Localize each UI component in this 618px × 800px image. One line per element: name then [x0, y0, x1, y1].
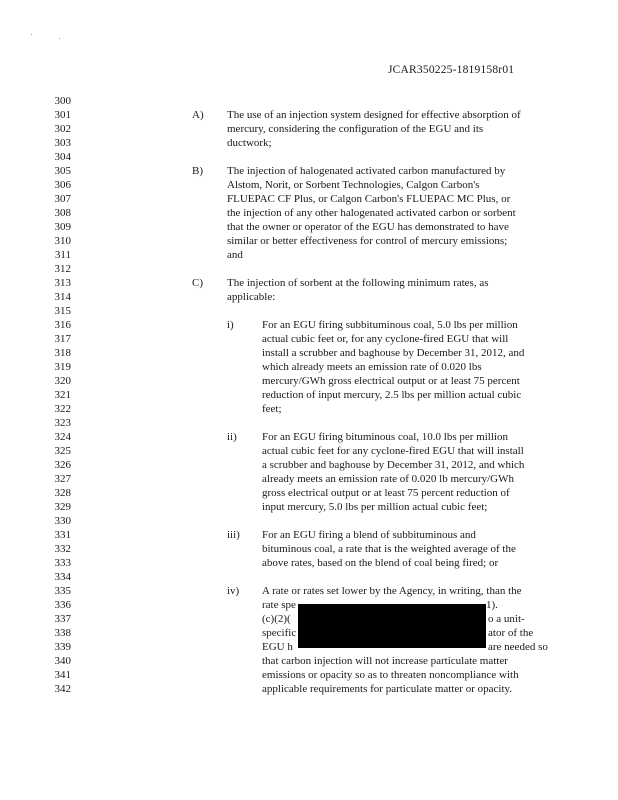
line-number: 329 [54, 501, 71, 513]
line-number: 338 [54, 627, 71, 639]
subitem-ii-line: For an EGU firing bituminous coal, 10.0 lbs per million [262, 431, 508, 443]
line-number: 318 [54, 347, 71, 359]
item-b-line: that the owner or operator of the EGU has demonstrated to have [227, 221, 509, 233]
line-number: 317 [54, 333, 71, 345]
line-number: 315 [54, 305, 71, 317]
item-c-line: applicable: [227, 291, 276, 303]
subitem-ii-line: gross electrical output or at least 75 percent reduction of [262, 487, 510, 499]
item-b-line: FLUEPAC CF Plus, or Calgon Carbon's FLUEPAC MC Plus, or [227, 193, 511, 205]
line-number: 300 [54, 95, 71, 107]
line-number: 339 [54, 641, 71, 653]
subitem-i-line: reduction of input mercury, 2.5 lbs per million actual cubic [262, 389, 522, 401]
redaction-right-fragment: are needed so [488, 641, 548, 653]
line-number: 337 [54, 613, 71, 625]
subitem-iv-line: rate spe [262, 599, 296, 611]
subitem-label-iv: iv) [227, 585, 240, 597]
item-b-line: Alstom, Norit, or Sorbent Technologies, Calgon Carbon's [227, 179, 480, 191]
line-number: 333 [54, 557, 71, 569]
line-number: 301 [54, 109, 71, 121]
subitem-i-line: mercury/GWh gross electrical output or at least 75 percent [262, 375, 520, 387]
scan-speck [59, 38, 60, 39]
subitem-i-line: install a scrubber and baghouse by December 31, 2012, and [262, 347, 525, 359]
subitem-iii-line: above rates, based on the blend of coal being fired; or [262, 557, 499, 569]
line-number: 320 [54, 375, 71, 387]
line-number: 324 [54, 431, 71, 443]
line-number: 302 [54, 123, 71, 135]
subitem-iii-line: bituminous coal, a rate that is the weighted average of the [262, 543, 516, 555]
subitem-iv-line: (c)(2)( [262, 613, 291, 625]
redaction-right-fragment: ator of the [488, 627, 534, 639]
line-number: 321 [54, 389, 71, 401]
item-b-line: the injection of any other halogenated activated carbon or sorbent [227, 207, 516, 219]
line-number: 309 [54, 221, 71, 233]
line-number: 303 [54, 137, 71, 149]
line-number: 328 [54, 487, 71, 499]
line-number: 331 [54, 529, 71, 541]
subitem-i-line: For an EGU firing subbituminous coal, 5.0 lbs per million [262, 319, 518, 331]
item-b-line: similar or better effectiveness for control of mercury emissions; [227, 235, 508, 247]
line-number: 310 [54, 235, 71, 247]
line-number: 327 [54, 473, 71, 485]
item-label-b: B) [192, 165, 203, 177]
line-number: 314 [54, 291, 71, 303]
item-a-line: mercury, considering the configuration of the EGU and its [227, 123, 484, 135]
line-number: 326 [54, 459, 71, 471]
line-number: 306 [54, 179, 71, 191]
line-number: 334 [54, 571, 71, 583]
line-number: 319 [54, 361, 71, 373]
subitem-ii-line: a scrubber and baghouse by December 31, 2012, and which [262, 459, 525, 471]
line-number: 304 [54, 151, 71, 163]
line-number: 308 [54, 207, 71, 219]
line-number: 316 [54, 319, 71, 331]
line-number: 312 [54, 263, 71, 275]
subitem-iv-line: EGU h [262, 641, 293, 653]
redaction-right-fragment: o a unit- [488, 613, 525, 625]
redaction-box [298, 604, 486, 648]
subitem-iv-line: specific [262, 627, 297, 639]
line-number: 330 [54, 515, 71, 527]
subitem-ii-line: input mercury, 5.0 lbs per million actual cubic feet; [262, 501, 488, 513]
subitem-iv-line: A rate or rates set lower by the Agency, in writing, than the [262, 585, 522, 597]
line-number: 307 [54, 193, 71, 205]
subitem-label-i: i) [227, 319, 234, 331]
line-number: 311 [54, 249, 71, 261]
item-label-c: C) [192, 277, 203, 289]
line-number: 335 [54, 585, 71, 597]
subitem-ii-line: actual cubic feet for any cyclone-fired EGU that will install [262, 445, 524, 457]
item-label-a: A) [192, 109, 204, 121]
subitem-label-ii: ii) [227, 431, 237, 443]
line-number: 341 [54, 669, 71, 681]
item-b-line: and [227, 249, 243, 261]
line-number: 313 [54, 277, 71, 289]
subitem-iv-line: emissions or opacity so as to threaten noncompliance with [262, 669, 519, 681]
document-id: JCAR350225-1819158r01 [388, 64, 515, 76]
subitem-i-line: which already meets an emission rate of 0.020 lbs [262, 361, 482, 373]
subitem-iv-line: that carbon injection will not increase particulate matter [262, 655, 508, 667]
subitem-iii-line: For an EGU firing a blend of subbituminous and [262, 529, 476, 541]
subitem-i-line: feet; [262, 403, 282, 415]
line-number: 325 [54, 445, 71, 457]
line-number: 305 [54, 165, 71, 177]
item-a-line: ductwork; [227, 137, 272, 149]
line-number: 332 [54, 543, 71, 555]
line-number: 336 [54, 599, 71, 611]
scan-speck [31, 34, 32, 35]
subitem-i-line: actual cubic feet or, for any cyclone-fired EGU that will [262, 333, 509, 345]
line-number: 340 [54, 655, 71, 667]
item-c-line: The injection of sorbent at the following minimum rates, as [227, 277, 489, 289]
item-a-line: The use of an injection system designed for effective absorption of [227, 109, 521, 121]
line-number: 322 [54, 403, 71, 415]
item-b-line: The injection of halogenated activated carbon manufactured by [227, 165, 506, 177]
redaction-right-fragment: 1). [486, 599, 498, 611]
subitem-label-iii: iii) [227, 529, 240, 541]
subitem-ii-line: already meets an emission rate of 0.020 lb mercury/GWh [262, 473, 515, 485]
line-number: 342 [54, 683, 71, 695]
subitem-iv-line: applicable requirements for particulate matter or opacity. [262, 683, 513, 695]
line-number: 323 [54, 417, 71, 429]
